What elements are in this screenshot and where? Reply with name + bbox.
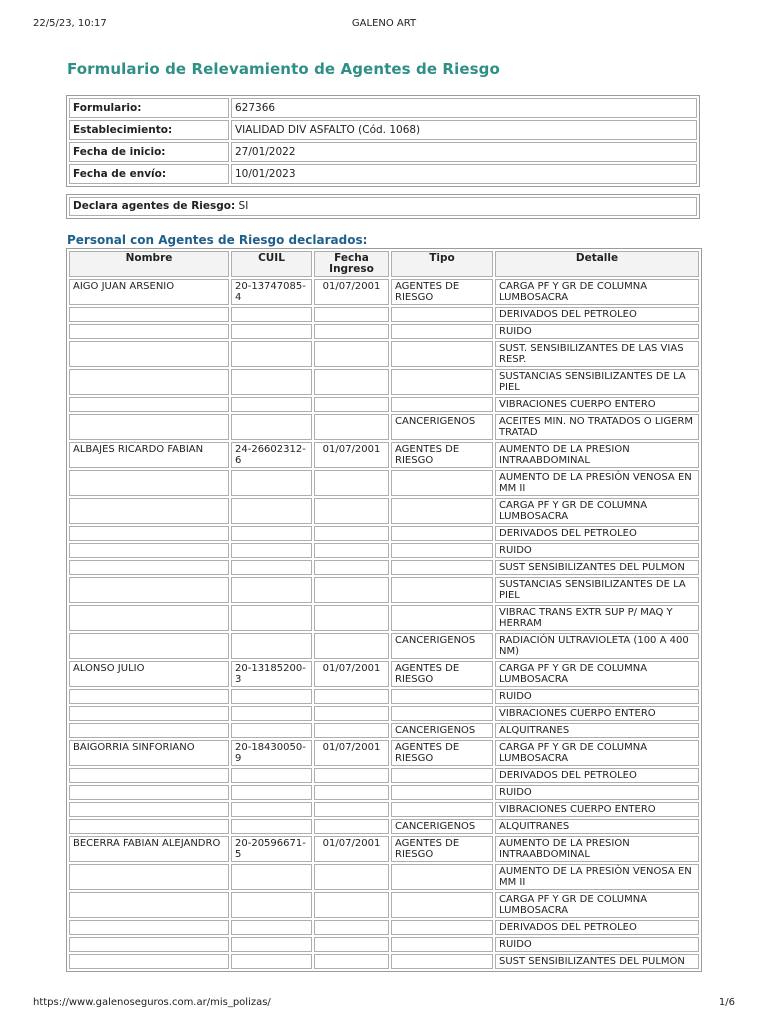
- cell-cuil: [231, 768, 312, 783]
- declara-cell: [69, 197, 697, 216]
- table-row: [69, 526, 699, 541]
- print-footer: [33, 997, 735, 1011]
- cell-cuil: [231, 605, 312, 631]
- declara-table: [66, 194, 700, 219]
- table-row: [69, 470, 699, 496]
- table-row: [69, 560, 699, 575]
- cell-fecha-ingreso: 01/07/2001: [314, 661, 389, 687]
- cell-tipo: CANCERIGENOS: [391, 414, 493, 440]
- cell-detalle: CARGA PF Y GR DE COLUMNA LUMBOSACRA: [495, 892, 699, 918]
- column-header-nombre: Nombre: [69, 251, 229, 277]
- cell-nombre: [69, 526, 229, 541]
- cell-fecha-ingreso: [314, 414, 389, 440]
- cell-tipo: [391, 937, 493, 952]
- cell-detalle: SUST. SENSIBILIZANTES DE LAS VIAS RESP.: [495, 341, 699, 367]
- info-label: Establecimiento:: [69, 120, 229, 140]
- cell-tipo: [391, 526, 493, 541]
- info-row: [69, 98, 697, 118]
- cell-fecha-ingreso: [314, 819, 389, 834]
- cell-fecha-ingreso: [314, 802, 389, 817]
- table-row: [69, 689, 699, 704]
- cell-cuil: [231, 864, 312, 890]
- cell-cuil: [231, 526, 312, 541]
- info-label: Fecha de inicio:: [69, 142, 229, 162]
- cell-fecha-ingreso: [314, 864, 389, 890]
- table-row: [69, 864, 699, 890]
- table-row: [69, 442, 699, 468]
- cell-nombre: AIGO JUAN ARSENIO: [69, 279, 229, 305]
- cell-fecha-ingreso: [314, 633, 389, 659]
- table-row: [69, 768, 699, 783]
- table-row: [69, 954, 699, 969]
- cell-nombre: BAIGORRIA SINFORIANO: [69, 740, 229, 766]
- table-row: [69, 920, 699, 935]
- cell-nombre: [69, 937, 229, 952]
- print-site-name: GALENO ART: [351, 18, 417, 29]
- cell-detalle: CARGA PF Y GR DE COLUMNA LUMBOSACRA: [495, 661, 699, 687]
- table-row: [69, 740, 699, 766]
- cell-nombre: [69, 785, 229, 800]
- cell-detalle: RUIDO: [495, 785, 699, 800]
- cell-tipo: [391, 864, 493, 890]
- cell-nombre: [69, 397, 229, 412]
- cell-cuil: 20-13747085-4: [231, 279, 312, 305]
- cell-detalle: RADIACIÓN ULTRAVIOLETA (100 A 400 NM): [495, 633, 699, 659]
- cell-detalle: VIBRACIONES CUERPO ENTERO: [495, 802, 699, 817]
- cell-tipo: [391, 785, 493, 800]
- cell-tipo: [391, 307, 493, 322]
- cell-cuil: [231, 560, 312, 575]
- cell-cuil: [231, 819, 312, 834]
- cell-tipo: [391, 768, 493, 783]
- cell-nombre: [69, 706, 229, 721]
- cell-nombre: ALBAJES RICARDO FABIAN: [69, 442, 229, 468]
- cell-detalle: SUST SENSIBILIZANTES DEL PULMON: [495, 560, 699, 575]
- cell-detalle: RUIDO: [495, 937, 699, 952]
- cell-detalle: CARGA PF Y GR DE COLUMNA LUMBOSACRA: [495, 498, 699, 524]
- table-row: [69, 836, 699, 862]
- page-title: Formulario de Relevamiento de Agentes de Riesgo: [67, 60, 500, 78]
- cell-tipo: [391, 605, 493, 631]
- cell-nombre: [69, 498, 229, 524]
- cell-nombre: BECERRA FABIAN ALEJANDRO: [69, 836, 229, 862]
- cell-fecha-ingreso: [314, 341, 389, 367]
- cell-nombre: [69, 920, 229, 935]
- cell-detalle: CARGA PF Y GR DE COLUMNA LUMBOSACRA: [495, 740, 699, 766]
- cell-fecha-ingreso: [314, 324, 389, 339]
- cell-fecha-ingreso: [314, 785, 389, 800]
- cell-fecha-ingreso: 01/07/2001: [314, 442, 389, 468]
- column-header-cuil: CUIL: [231, 251, 312, 277]
- cell-cuil: [231, 706, 312, 721]
- cell-tipo: AGENTES DE RIESGO: [391, 740, 493, 766]
- table-row: [69, 802, 699, 817]
- cell-cuil: [231, 689, 312, 704]
- cell-cuil: [231, 633, 312, 659]
- cell-detalle: ALQUITRANES: [495, 723, 699, 738]
- table-row: [69, 633, 699, 659]
- cell-cuil: [231, 369, 312, 395]
- cell-nombre: [69, 802, 229, 817]
- print-datetime: 22/5/23, 10:17: [33, 18, 107, 29]
- cell-detalle: ACEITES MIN. NO TRATADOS O LIGERM TRATAD: [495, 414, 699, 440]
- cell-tipo: AGENTES DE RIESGO: [391, 442, 493, 468]
- column-header-fecha-ingreso: Fecha Ingreso: [314, 251, 389, 277]
- cell-nombre: ALONSO JULIO: [69, 661, 229, 687]
- cell-nombre: [69, 324, 229, 339]
- cell-detalle: VIBRAC TRANS EXTR SUP P/ MAQ Y HERRAM: [495, 605, 699, 631]
- cell-nombre: [69, 369, 229, 395]
- cell-cuil: [231, 920, 312, 935]
- cell-detalle: DERIVADOS DEL PETROLEO: [495, 768, 699, 783]
- cell-nombre: [69, 560, 229, 575]
- cell-fecha-ingreso: [314, 526, 389, 541]
- form-info-table: [66, 95, 700, 187]
- cell-detalle: RUIDO: [495, 689, 699, 704]
- table-row: [69, 414, 699, 440]
- info-value: 627366: [231, 98, 697, 118]
- print-url: https://www.galenoseguros.com.ar/mis_polizas/: [33, 997, 271, 1008]
- cell-fecha-ingreso: [314, 605, 389, 631]
- cell-detalle: DERIVADOS DEL PETROLEO: [495, 307, 699, 322]
- cell-nombre: [69, 723, 229, 738]
- cell-detalle: AUMENTO DE LA PRESION INTRAABDOMINAL: [495, 442, 699, 468]
- cell-detalle: RUIDO: [495, 324, 699, 339]
- cell-nombre: [69, 768, 229, 783]
- cell-tipo: [391, 543, 493, 558]
- cell-nombre: [69, 633, 229, 659]
- cell-detalle: AUMENTO DE LA PRESIÒN VENOSA EN MM II: [495, 470, 699, 496]
- column-header-tipo: Tipo: [391, 251, 493, 277]
- cell-nombre: [69, 414, 229, 440]
- table-row: [69, 706, 699, 721]
- cell-tipo: [391, 341, 493, 367]
- cell-cuil: [231, 397, 312, 412]
- cell-tipo: AGENTES DE RIESGO: [391, 279, 493, 305]
- cell-fecha-ingreso: 01/07/2001: [314, 279, 389, 305]
- cell-tipo: [391, 369, 493, 395]
- table-row: [69, 279, 699, 305]
- cell-tipo: AGENTES DE RIESGO: [391, 836, 493, 862]
- table-row: [69, 785, 699, 800]
- cell-detalle: SUSTANCIAS SENSIBILIZANTES DE LA PIEL: [495, 369, 699, 395]
- cell-nombre: [69, 864, 229, 890]
- info-label: Fecha de envío:: [69, 164, 229, 184]
- cell-detalle: ALQUITRANES: [495, 819, 699, 834]
- cell-fecha-ingreso: [314, 560, 389, 575]
- cell-cuil: [231, 543, 312, 558]
- column-header-detalle: Detalle: [495, 251, 699, 277]
- cell-tipo: CANCERIGENOS: [391, 819, 493, 834]
- section-title: Personal con Agentes de Riesgo declarados:: [67, 233, 368, 247]
- cell-tipo: [391, 324, 493, 339]
- table-row: [69, 819, 699, 834]
- table-row: [69, 723, 699, 738]
- table-header-row: [69, 251, 699, 277]
- cell-cuil: [231, 892, 312, 918]
- cell-tipo: [391, 397, 493, 412]
- cell-cuil: [231, 937, 312, 952]
- info-row: [69, 164, 697, 184]
- cell-fecha-ingreso: [314, 397, 389, 412]
- table-row: [69, 543, 699, 558]
- cell-detalle: VIBRACIONES CUERPO ENTERO: [495, 397, 699, 412]
- cell-nombre: [69, 605, 229, 631]
- table-row: [69, 324, 699, 339]
- cell-cuil: [231, 414, 312, 440]
- declara-label: Declara agentes de Riesgo:: [73, 200, 236, 212]
- info-row: [69, 120, 697, 140]
- info-row: [69, 142, 697, 162]
- cell-fecha-ingreso: [314, 937, 389, 952]
- cell-nombre: [69, 892, 229, 918]
- cell-cuil: 20-20596671-5: [231, 836, 312, 862]
- table-row: [69, 341, 699, 367]
- cell-fecha-ingreso: [314, 498, 389, 524]
- table-row: [69, 892, 699, 918]
- cell-nombre: [69, 470, 229, 496]
- cell-detalle: AUMENTO DE LA PRESION INTRAABDOMINAL: [495, 836, 699, 862]
- info-value: 10/01/2023: [231, 164, 697, 184]
- cell-nombre: [69, 819, 229, 834]
- cell-fecha-ingreso: [314, 920, 389, 935]
- cell-cuil: 24-26602312-6: [231, 442, 312, 468]
- cell-cuil: [231, 498, 312, 524]
- cell-detalle: DERIVADOS DEL PETROLEO: [495, 920, 699, 935]
- cell-nombre: [69, 954, 229, 969]
- cell-tipo: [391, 498, 493, 524]
- cell-cuil: [231, 785, 312, 800]
- cell-cuil: [231, 470, 312, 496]
- cell-tipo: [391, 560, 493, 575]
- table-row: [69, 605, 699, 631]
- cell-fecha-ingreso: 01/07/2001: [314, 740, 389, 766]
- table-row: [69, 577, 699, 603]
- table-row: [69, 369, 699, 395]
- info-value: VIALIDAD DIV ASFALTO (Cód. 1068): [231, 120, 697, 140]
- cell-fecha-ingreso: [314, 768, 389, 783]
- cell-cuil: [231, 324, 312, 339]
- cell-cuil: [231, 577, 312, 603]
- personal-table: [66, 248, 702, 972]
- cell-detalle: DERIVADOS DEL PETROLEO: [495, 526, 699, 541]
- cell-tipo: [391, 892, 493, 918]
- cell-cuil: [231, 723, 312, 738]
- cell-cuil: 20-18430050-9: [231, 740, 312, 766]
- cell-detalle: RUIDO: [495, 543, 699, 558]
- cell-fecha-ingreso: [314, 543, 389, 558]
- cell-detalle: VIBRACIONES CUERPO ENTERO: [495, 706, 699, 721]
- document-content: [67, 56, 701, 972]
- cell-tipo: [391, 689, 493, 704]
- table-row: [69, 661, 699, 687]
- cell-fecha-ingreso: [314, 577, 389, 603]
- cell-fecha-ingreso: [314, 954, 389, 969]
- cell-detalle: SUSTANCIAS SENSIBILIZANTES DE LA PIEL: [495, 577, 699, 603]
- cell-cuil: [231, 341, 312, 367]
- cell-cuil: [231, 802, 312, 817]
- cell-fecha-ingreso: [314, 892, 389, 918]
- cell-nombre: [69, 577, 229, 603]
- cell-fecha-ingreso: [314, 307, 389, 322]
- cell-detalle: CARGA PF Y GR DE COLUMNA LUMBOSACRA: [495, 279, 699, 305]
- cell-tipo: CANCERIGENOS: [391, 723, 493, 738]
- cell-cuil: [231, 307, 312, 322]
- table-row: [69, 397, 699, 412]
- cell-cuil: [231, 954, 312, 969]
- cell-nombre: [69, 307, 229, 322]
- cell-detalle: SUST SENSIBILIZANTES DEL PULMON: [495, 954, 699, 969]
- cell-tipo: [391, 577, 493, 603]
- cell-tipo: [391, 470, 493, 496]
- declara-row: [69, 197, 697, 216]
- table-row: [69, 498, 699, 524]
- cell-fecha-ingreso: 01/07/2001: [314, 836, 389, 862]
- table-row: [69, 307, 699, 322]
- cell-tipo: [391, 920, 493, 935]
- cell-nombre: [69, 341, 229, 367]
- cell-nombre: [69, 689, 229, 704]
- cell-fecha-ingreso: [314, 470, 389, 496]
- cell-detalle: AUMENTO DE LA PRESIÒN VENOSA EN MM II: [495, 864, 699, 890]
- print-page-number: 1/6: [718, 997, 735, 1008]
- cell-nombre: [69, 543, 229, 558]
- declara-value: SI: [238, 200, 249, 212]
- cell-cuil: 20-13185200-3: [231, 661, 312, 687]
- cell-fecha-ingreso: [314, 706, 389, 721]
- cell-fecha-ingreso: [314, 723, 389, 738]
- info-value: 27/01/2022: [231, 142, 697, 162]
- cell-tipo: [391, 954, 493, 969]
- cell-tipo: [391, 802, 493, 817]
- info-label: Formulario:: [69, 98, 229, 118]
- cell-tipo: AGENTES DE RIESGO: [391, 661, 493, 687]
- cell-fecha-ingreso: [314, 369, 389, 395]
- table-row: [69, 937, 699, 952]
- cell-fecha-ingreso: [314, 689, 389, 704]
- cell-tipo: CANCERIGENOS: [391, 633, 493, 659]
- print-header: [33, 18, 735, 32]
- cell-tipo: [391, 706, 493, 721]
